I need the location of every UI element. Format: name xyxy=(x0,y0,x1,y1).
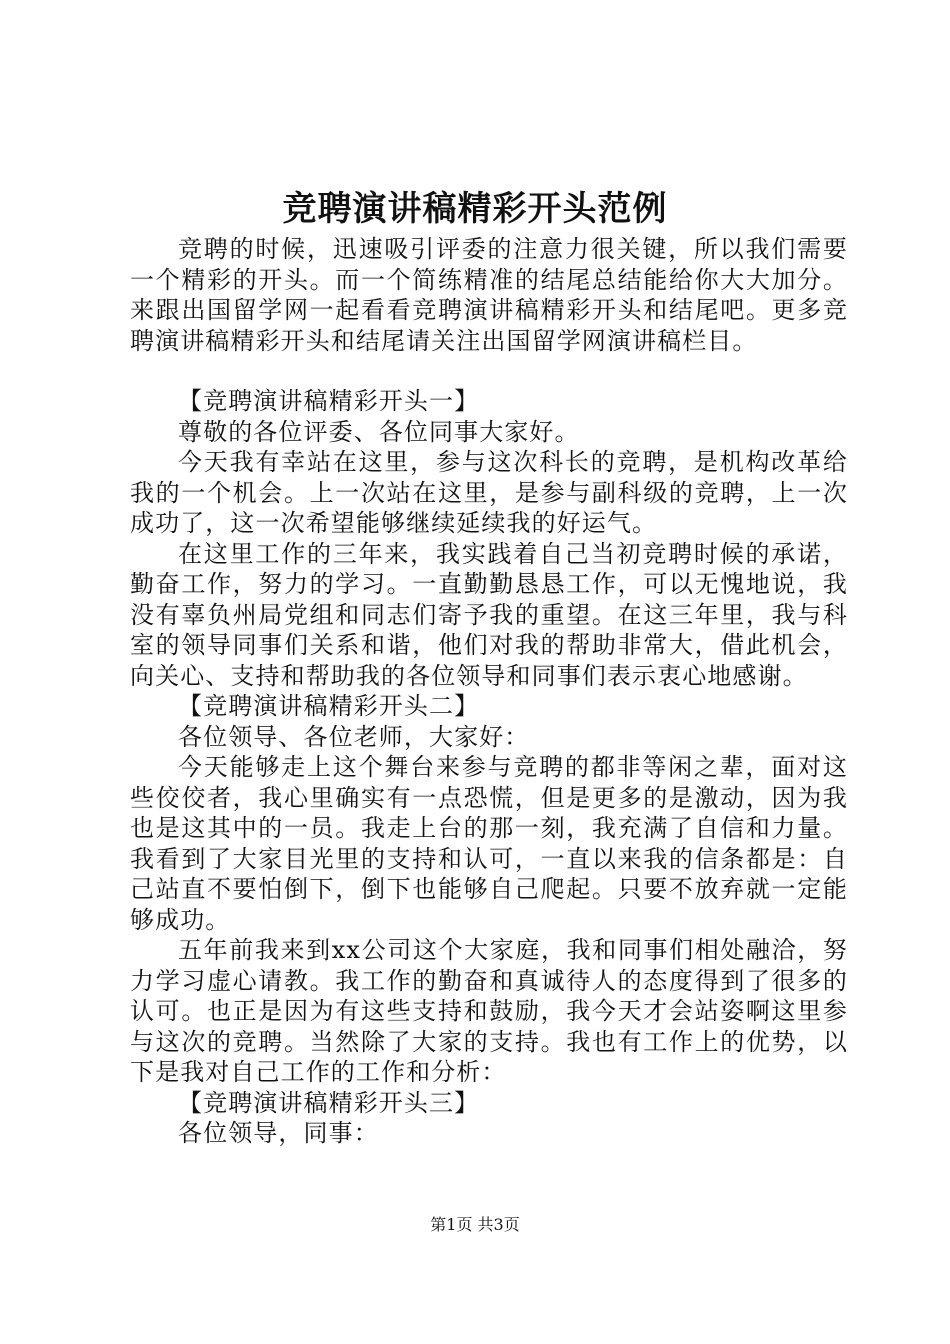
body-paragraph: 今天能够走上这个舞台来参与竞聘的都非等闲之辈，面对这些佼佼者，我心里确实有一点恐慌，但是更多的是激动，因为我也是这其中的一员。我走上台的那一刻，我充满了自信和力量。我看到了大家目光里的支持和认可，一直以来我的信条都是：自己站直不要怕倒下，倒下也能够自己爬起。只要不放弃就一定能够成功。 xyxy=(130,753,848,934)
greeting-1: 尊敬的各位评委、各位同事大家好。 xyxy=(178,417,580,446)
section-heading-2: 【竞聘演讲稿精彩开头二】 xyxy=(178,692,480,720)
intro-paragraph: 竞聘的时候，迅速吸引评委的注意力很关键，所以我们需要一个精彩的开头。而一个简练精准的结尾总结能给你大大加分。来跟出国留学网一起看看竞聘演讲稿精彩开头和结尾吧。更多竞聘演讲稿精彩开头和结尾请关注出国留学网演讲稿栏目。 xyxy=(130,235,848,355)
greeting-3: 各位领导，同事： xyxy=(178,1119,379,1147)
section-heading-1: 【竞聘演讲稿精彩开头一】 xyxy=(178,387,480,415)
page-number-footer: 第1页 共3页 xyxy=(430,1215,520,1234)
greeting-2: 各位领导、各位老师，大家好： xyxy=(178,722,530,751)
document-body xyxy=(130,234,848,1149)
section-heading-3: 【竞聘演讲稿精彩开头三】 xyxy=(178,1088,480,1117)
document-title: 竞聘演讲稿精彩开头范例 xyxy=(282,189,668,229)
body-paragraph: 今天我有幸站在这里，参与这次科长的竞聘，是机构改革给我的一个机会。上一次站在这里，是参与副科级的竞聘，上一次成功了，这一次希望能够继续延续我的好运气。 xyxy=(130,448,848,537)
body-paragraph: 在这里工作的三年来，我实践着自己当初竞聘时候的承诺，勤奋工作，努力的学习。一直勤勤恳恳工作，可以无愧地说，我没有辜负州局党组和同志们寄予我的重望。在这三年里，我与科室的领导同事们关系和谐，他们对我的帮助非常大，借此机会，向关心、支持和帮助我的各位领导和同事们表示衷心地感谢。 xyxy=(130,539,848,690)
body-paragraph: 五年前我来到xx公司这个大家庭，我和同事们相处融洽，努力学习虚心请教。我工作的勤奋和真诚待人的态度得到了很多的认可。也正是因为有这些支持和鼓励，我今天才会站姿啊这里参与这次的竞聘。当然除了大家的支持。我也有工作上的优势，以下是我对自己工作的工作和分析： xyxy=(130,936,848,1086)
